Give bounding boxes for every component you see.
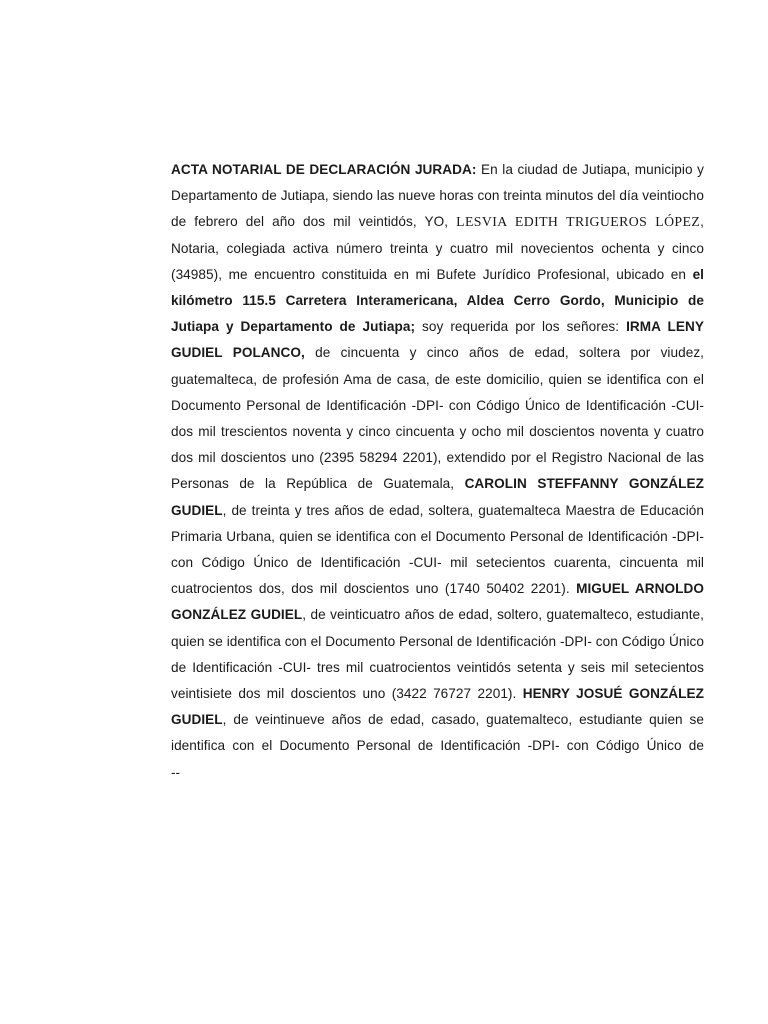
paragraph-text: soy requerida por los señores:: [415, 319, 627, 335]
paragraph-text: , de treinta y tres años de edad, soltera, guatemalteca Maestra de Educación Primaria Urbana, quien se identifica con el Documento Personal de Identificación -DPI- con Código Único de Identificación -CUI- mil setecientos cuarenta, cincuenta mil cuatrocientos dos, dos mil doscientos uno (1740 50402 2201).: [171, 502, 704, 597]
party-name: CAROLIN STEFFANNY GONZÁLEZ GUDIEL: [171, 476, 704, 518]
party-name: IRMA LENY GUDIEL POLANCO,: [171, 319, 704, 361]
paragraph-text: , de veintinueve años de edad, casado, guatemalteco, estudiante quien se identifica con el Documento Personal de Identificación -DPI- con Código Único de: [171, 712, 704, 754]
document-page: [171, 157, 704, 786]
continuation-mark: --: [171, 764, 181, 780]
party-name: HENRY JOSUÉ GONZÁLEZ GUDIEL: [171, 686, 705, 728]
paragraph-text: En la ciudad de Jutiapa, municipio y Departamento de Jutiapa, siendo las nueve horas con treinta minutos del día veintiocho de febrero del año dos mil veintidós, YO,: [171, 162, 704, 230]
office-address: el kilómetro 115.5 Carretera Interamericana, Aldea Cerro Gordo, Municipio de Jutiapa y Departamento de Jutiapa;: [171, 266, 704, 335]
document-heading: ACTA NOTARIAL DE DECLARACIÓN JURADA:: [171, 162, 477, 177]
body-paragraph: [171, 157, 704, 760]
paragraph-text: de cincuenta y cinco años de edad, soltera por viudez, guatemalteca, de profesión Ama de casa, de este domicilio, quien se identifica con el Documento Personal de Identificación -DPI- con Código Único de Identificación -CUI- dos mil trescientos noventa y cinco cincuenta y ocho mil doscientos noventa y cuatro dos mil doscientos uno (2395 58294 2201), extendido por el Registro Nacional de las Personas de la República de Guatemala,: [171, 345, 704, 492]
notary-name: LESVIA EDITH TRIGUEROS LÓPEZ: [456, 214, 701, 230]
paragraph-text: , de veinticuatro años de edad, soltero, guatemalteco, estudiante, quien se identifica con el Documento Personal de Identificación -DPI- con Código Único de Identificación -CUI- tres mil cuatrocientos veintidós setenta y seis mil setecientos veintisiete dos mil doscientos uno (3422 76727 2201).: [171, 607, 704, 702]
paragraph-text: , Notaria, colegiada activa número treinta y cuatro mil novecientos ochenta y cinco (34985), me encuentro constituida en mi Bufete Jurídico Profesional, ubicado en: [171, 214, 704, 282]
party-name: MIGUEL ARNOLDO GONZÁLEZ GUDIEL: [171, 581, 704, 623]
